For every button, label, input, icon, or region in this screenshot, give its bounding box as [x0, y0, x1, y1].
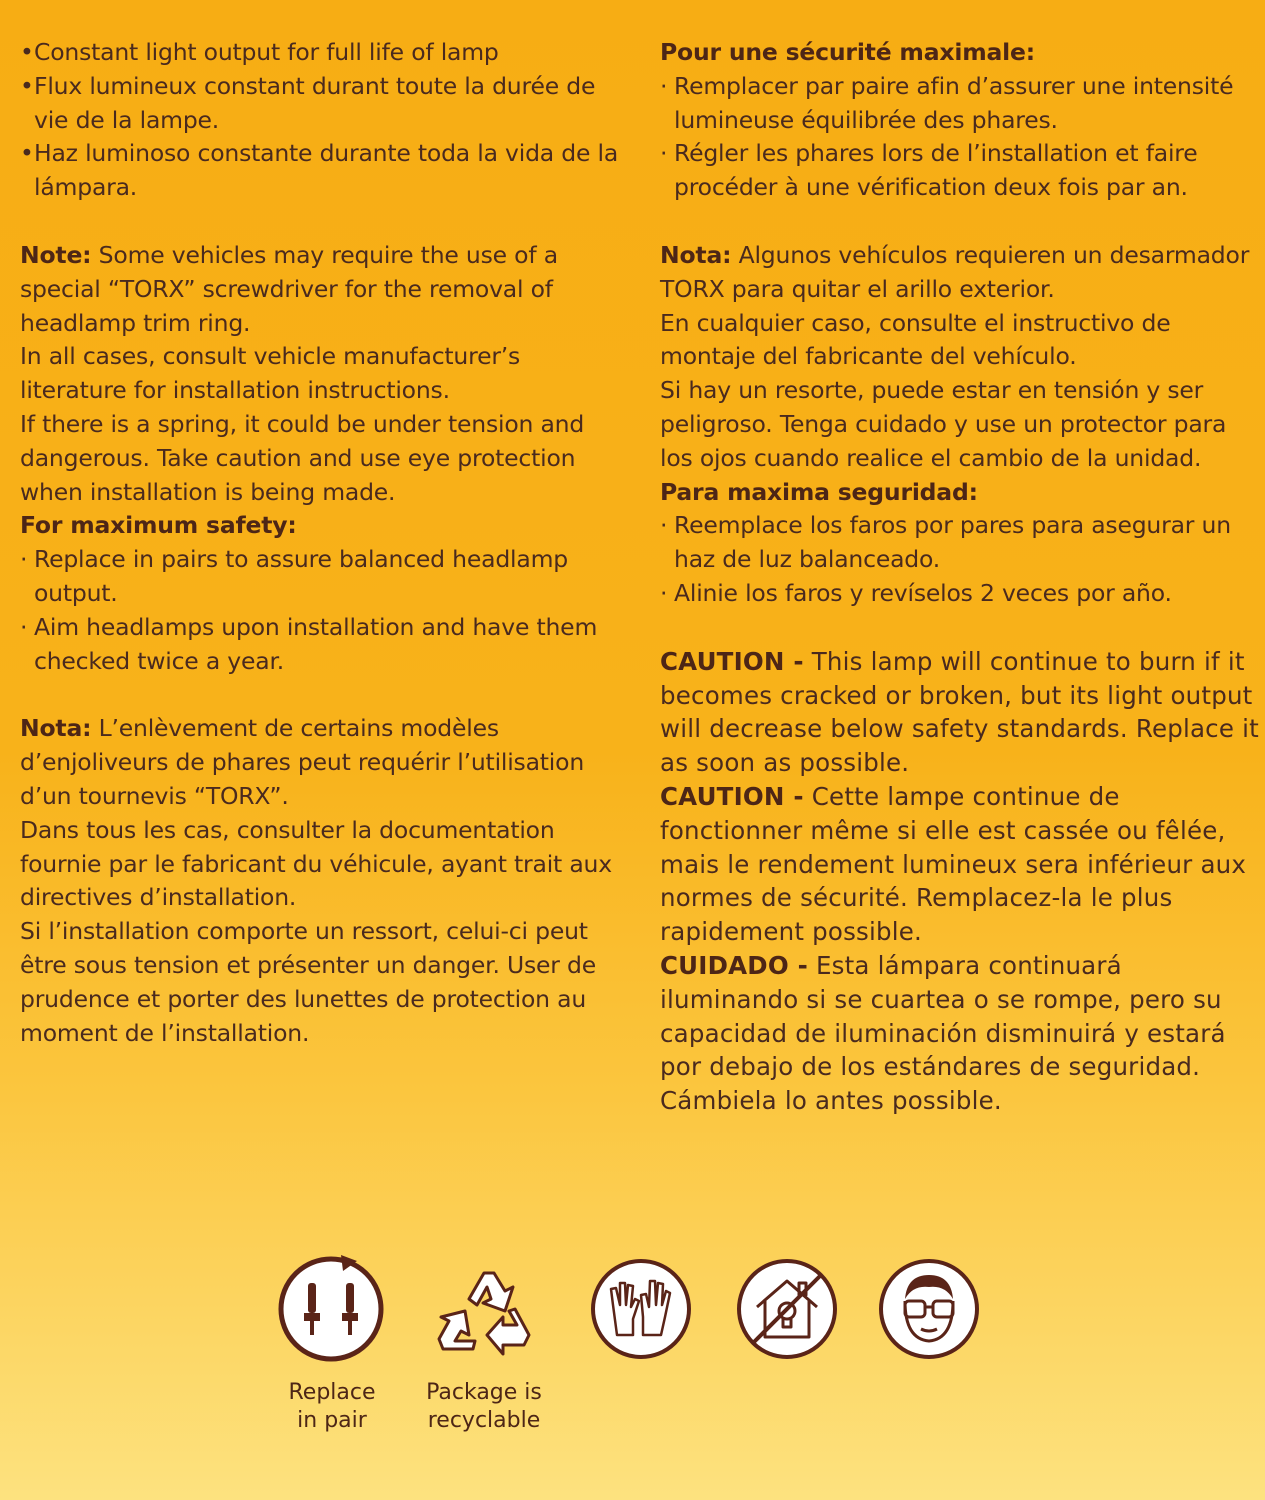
- list-item: · Reemplace los faros por pares para asegurar un haz de luz balanceado.: [660, 511, 1231, 574]
- note-fr-3: Si l’installation comporte un ressort, celui-ci peut être sous tension et présenter un danger. User de prudence et porter des lunettes de protection au moment de l’installation.: [20, 917, 597, 1047]
- safety-fr-heading: Pour une sécurité maximale:: [660, 38, 1035, 66]
- note-fr: Nota: L’enlèvement de certains modèles d’enjoliveurs de phares peut requérir l’utilisation d’un tournevis “TORX”.: [20, 714, 585, 810]
- list-item: · Aim headlamps upon installation and have them checked twice a year.: [20, 612, 598, 675]
- caution-fr: CAUTION - Cette lampe continue de fonctionner même si elle est cassée ou fêlée, mais le rendement lumineux sera inférieur aux normes de sécurité. Remplacez-la le plus rapidement possible.: [660, 781, 1247, 947]
- list-item: • Flux lumineux constant durant toute la durée de vie de la lampe.: [20, 70, 620, 138]
- recycle-icon: [429, 1255, 545, 1371]
- caution-es: CUIDADO - Esta lámpara continuará iluminando si se cuartea o se rompe, pero su capacidad de iluminación disminuirá y estará por debajo de los estándares de seguridad. Cámbiela lo antes possible.: [660, 950, 1226, 1116]
- list-item: • Constant light output for full life of lamp: [20, 36, 620, 70]
- list-item: · Régler les phares lors de l’installation et faire procéder à une vérification deux fois par an.: [660, 139, 1198, 202]
- replace-in-pair-icon: [277, 1255, 385, 1363]
- note-en-3: If there is a spring, it could be under tension and dangerous. Take caution and use eye protection when installation is being made.: [20, 409, 585, 506]
- list-item: · Replace in pairs to assure balanced headlamp output.: [20, 545, 568, 607]
- safety-es-heading: Para maxima seguridad:: [660, 477, 978, 506]
- note-en-2: In all cases, consult vehicle manufacturer’s literature for installation instructions.: [20, 342, 521, 405]
- package-recyclable-label: Package is recyclable: [426, 1380, 542, 1433]
- note-es: Nota: Algunos vehículos requieren un desarmador TORX para quitar el arillo exterior.: [660, 240, 1250, 303]
- list-item: • Haz luminoso constante durante toda la vida de la lámpara.: [20, 137, 620, 205]
- intro-fr: Flux lumineux constant durant toute la durée de vie de la lampe.: [34, 71, 596, 134]
- note-fr-2: Dans tous les cas, consulter la documentation fournie par le fabricant du véhicule, ayant trait aux directives d’installation.: [20, 815, 612, 912]
- list-item: · Remplacer par paire afin d’assurer une intensité lumineuse équilibrée des phares.: [660, 71, 1234, 134]
- left-column: [20, 36, 620, 1050]
- right-column: [660, 36, 1260, 1118]
- intro-en: Constant light output for full life of lamp: [34, 38, 499, 66]
- intro-es: Haz luminoso constante durante toda la vida de la lámpara.: [34, 139, 619, 202]
- gloves-icon: [587, 1255, 695, 1363]
- no-household-use-icon: [733, 1255, 841, 1363]
- safety-en-heading: For maximum safety:: [20, 511, 297, 540]
- list-item: · Alinie los faros y revíselos 2 veces por año.: [660, 578, 1172, 607]
- replace-in-pair-label: Replace in pair: [288, 1380, 376, 1433]
- caution-en: CAUTION - This lamp will continue to burn if it becomes cracked or broken, but its light output will decrease below safety standards. Replace it as soon as possible.: [660, 646, 1259, 778]
- icon-row: [0, 1255, 1265, 1455]
- note-en: Note: Some vehicles may require the use of a special “TORX” screwdriver for the removal of headlamp trim ring.: [20, 240, 558, 337]
- note-es-3: Si hay un resorte, puede estar en tensión y ser peligroso. Tenga cuidado y use un protector para los ojos cuando realice el cambio de la unidad.: [660, 376, 1227, 472]
- note-es-2: En cualquier caso, consulte el instructivo de montaje del fabricante del vehículo.: [660, 308, 1171, 371]
- safety-goggles-icon: [875, 1255, 983, 1363]
